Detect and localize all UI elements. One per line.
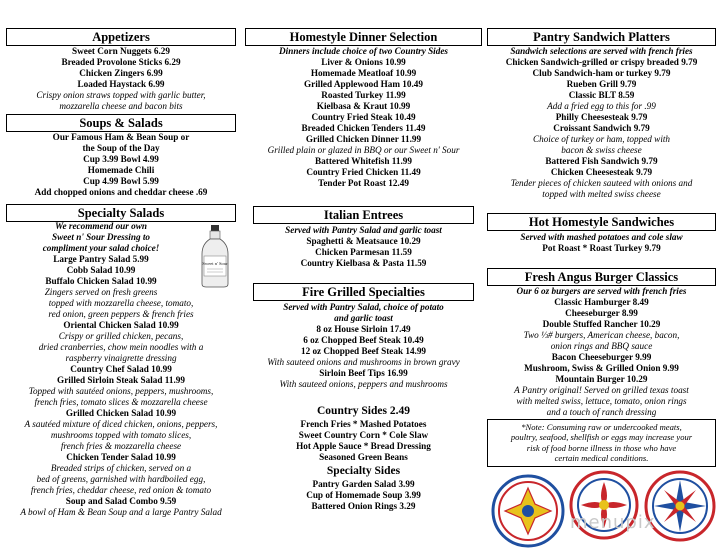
menu-line: Hot Apple Sauce * Bread Dressing — [296, 441, 431, 451]
menu-line: Served with Pantry Salad, choice of potato — [283, 302, 444, 312]
menu-line: Loaded Haystack 6.99 — [77, 79, 165, 89]
item-description: bed of greens, garnished with hardboiled egg, — [36, 474, 206, 484]
item-description: A sautéed mixture of diced chicken, onions, peppers, — [24, 419, 218, 429]
menu-line: Grilled Chicken Dinner 11.99 — [305, 134, 422, 144]
menu-line: Spaghetti & Meatsauce 10.29 — [306, 236, 421, 246]
menu-line: Oriental Chicken Salad 10.99 — [63, 320, 179, 330]
menu-line: Battered Onion Rings 3.29 — [311, 501, 416, 511]
menu-line: Country Fried Steak 10.49 — [311, 112, 416, 122]
menu-line: Chicken Cheesesteak 9.79 — [550, 167, 653, 177]
menu-line: Club Sandwich-ham or turkey 9.79 — [532, 68, 671, 78]
menu-line: Grilled Sirloin Steak Salad 11.99 — [57, 375, 185, 385]
dressing-bottle-icon — [198, 224, 232, 288]
appetizers-list — [6, 46, 236, 112]
menu-line: Classic Hamburger 8.49 — [554, 297, 649, 307]
item-description: Add a fried egg to this for .99 — [547, 101, 656, 111]
menu-line: Large Pantry Salad 5.99 — [53, 254, 149, 264]
country-sides-list — [245, 419, 482, 463]
country-sides-header: Country Sides 2.49 — [317, 405, 410, 417]
menu-line: Cheeseburger 8.99 — [565, 308, 638, 318]
menu-line: Chicken Parmesan 11.59 — [315, 247, 412, 257]
menu-line: Add chopped onions and cheddar cheese .69 — [34, 187, 208, 197]
burger-list — [487, 286, 716, 418]
burger-header: Fresh Angus Burger Classics — [487, 268, 716, 286]
menu-line: Sandwich selections are served with french fries — [510, 46, 693, 56]
notice-line: *Note: Consuming raw or undercooked meats, — [521, 422, 682, 432]
item-description: Breaded strips of chicken, served on a — [50, 463, 192, 473]
menu-line: Served with mashed potatoes and cole slaw — [520, 232, 683, 242]
menu-line: Country Kielbasa & Pasta 11.59 — [300, 258, 427, 268]
item-description: mushrooms topped with tomato slices, — [50, 430, 192, 440]
menu-line: 12 oz Chopped Beef Steak 14.99 — [300, 346, 427, 356]
watermark: menupix — [570, 512, 656, 533]
menu-line: Chicken Zingers 6.99 — [79, 68, 163, 78]
menu-line: Breaded Chicken Tenders 11.49 — [301, 123, 426, 133]
menu-line: Chicken Tender Salad 10.99 — [66, 452, 176, 462]
menu-line: Cup 3.99 Bowl 4.99 — [83, 154, 159, 164]
item-description: A Pantry original! Served on grilled texas toast — [514, 385, 689, 395]
menu-line: Chicken Sandwich-grilled or crispy breaded 9.79 — [505, 57, 698, 67]
menu-line: French Fries * Mashed Potatoes — [300, 419, 427, 429]
menu-line: Dinners include choice of two Country Sides — [279, 46, 448, 56]
item-description: Crispy or grilled chicken, pecans, — [58, 331, 184, 341]
menu-line: Grilled Applewood Ham 10.49 — [304, 79, 423, 89]
menu-line: We recommend our own — [55, 221, 147, 231]
menu-line: Grilled Chicken Salad 10.99 — [65, 408, 177, 418]
menu-line: Soup and Salad Combo 9.59 — [65, 496, 177, 506]
item-description: french fries & mozzarella cheese — [60, 441, 182, 451]
menu-line: Tender Pot Roast 12.49 — [318, 178, 409, 188]
menu-line: Country Fried Chicken 11.49 — [306, 167, 421, 177]
consumer-notice — [487, 419, 716, 467]
menu-line: Sweet n' Sour Dressing to — [51, 232, 151, 242]
menu-line: Our Famous Ham & Bean Soup or — [52, 132, 190, 142]
menu-line: and garlic toast — [334, 313, 393, 323]
item-description: mozzarella cheese and bacon bits — [59, 101, 183, 111]
menu-line: Sirloin Beef Tips 16.99 — [319, 368, 408, 378]
menu-line: Roasted Turkey 11.99 — [321, 90, 406, 100]
notice-line: poultry, seafood, shellfish or eggs may increase your — [510, 432, 693, 443]
menu-line: Philly Cheesesteak 9.79 — [555, 112, 648, 122]
menu-line: Battered Whitefish 11.99 — [315, 156, 412, 166]
menu-line: the Soup of the Day — [82, 143, 160, 153]
item-description: Grilled plain or glazed in BBQ or our Sweet n' Sour — [267, 145, 460, 155]
notice-line: certain medical conditions. — [554, 453, 649, 464]
item-description: A bowl of Ham & Bean Soup and a large Pantry Salad — [20, 507, 222, 517]
item-description: dried cranberries, chow mein noodles with a — [38, 342, 204, 352]
menu-line: Homemade Chili — [87, 165, 155, 175]
homestyle-header: Homestyle Dinner Selection — [245, 28, 482, 46]
item-description: red onion, green peppers & french fries — [48, 309, 194, 319]
pantry-list — [487, 46, 716, 200]
menu-line: Pantry Garden Salad 3.99 — [312, 479, 415, 489]
fire-header: Fire Grilled Specialties — [253, 283, 474, 301]
menu-line: Cup of Homemade Soup 3.99 — [306, 490, 421, 500]
homestyle-list — [245, 46, 482, 189]
menu-line: Buffalo Chicken Salad 10.99 — [45, 276, 157, 286]
hot-header: Hot Homestyle Sandwiches — [487, 213, 716, 231]
hex-sign-left-icon — [491, 474, 565, 548]
menu-line: Pot Roast * Roast Turkey 9.79 — [542, 243, 661, 253]
item-description: Tender pieces of chicken sauteed with onions and — [510, 178, 693, 188]
menu-line: Rueben Grill 9.79 — [566, 79, 637, 89]
menu-line: Classic BLT 8.59 — [568, 90, 635, 100]
item-description: Two ⅓# burgers, American cheese, bacon, — [523, 330, 680, 340]
soups-header: Soups & Salads — [6, 114, 236, 132]
menu-line: Kielbasa & Kraut 10.99 — [316, 101, 411, 111]
pantry-header: Pantry Sandwich Platters — [487, 28, 716, 46]
menu-line: Cup 4.99 Bowl 5.99 — [83, 176, 159, 186]
menu-line: Mountain Burger 10.29 — [555, 374, 648, 384]
italian-list — [245, 225, 482, 269]
menu-line: Sweet Corn Nuggets 6.29 — [72, 46, 170, 56]
bottle-label: Sweet n' Sour — [202, 261, 228, 266]
item-description: bacon & swiss cheese — [561, 145, 642, 155]
item-description: Zingers served on fresh greens — [44, 287, 158, 297]
menu-line: Bacon Cheeseburger 9.99 — [551, 352, 652, 362]
fire-list — [245, 302, 482, 390]
menu-line: Cobb Salad 10.99 — [66, 265, 136, 275]
menu-line: Croissant Sandwich 9.79 — [553, 123, 650, 133]
item-description: raspberry vinaigrette dressing — [65, 353, 177, 363]
menu-line: Homemade Meatloaf 10.99 — [310, 68, 417, 78]
menu-line: Sweet Country Corn * Cole Slaw — [298, 430, 429, 440]
menu-line: Country Chef Salad 10.99 — [70, 364, 172, 374]
menu-line: Breaded Provolone Sticks 6.29 — [61, 57, 181, 67]
hot-list — [487, 232, 716, 254]
specialty-sides-list — [245, 479, 482, 512]
specialty-intro — [16, 221, 186, 298]
item-description: onion rings and BBQ sauce — [550, 341, 653, 351]
specialty-list — [6, 298, 236, 518]
menu-line: Served with Pantry Salad and garlic toast — [285, 225, 442, 235]
specialty-header: Specialty Salads — [6, 204, 236, 222]
item-description: with melted swiss, lettuce, tomato, onion rings — [516, 396, 687, 406]
item-description: french fries, cheddar cheese, red onion & tomato — [30, 485, 212, 495]
item-description: and a touch of ranch dressing — [546, 407, 657, 417]
appetizers-header: Appetizers — [6, 28, 236, 46]
menu-line: compliment your salad choice! — [42, 243, 160, 253]
item-description: Choice of turkey or ham, topped with — [532, 134, 671, 144]
item-description: topped with mozzarella cheese, tomato, — [48, 298, 194, 308]
menu-line: Seasoned Green Beans — [319, 452, 408, 462]
menu-line: Liver & Onions 10.99 — [321, 57, 406, 67]
item-description: topped with melted swiss cheese — [542, 189, 661, 199]
item-description: Topped with sautéed onions, peppers, mushrooms, — [28, 386, 214, 396]
menu-line: 6 oz Chopped Beef Steak 10.49 — [303, 335, 424, 345]
notice-line: risk of food borne illness in those who have — [526, 442, 677, 453]
item-description: With sauteed onions, peppers and mushrooms — [279, 379, 448, 389]
soups-list — [6, 132, 236, 198]
item-description: With sauteed onions and mushrooms in brown gravy — [267, 357, 460, 367]
menu-line: Mushroom, Swiss & Grilled Onion 9.99 — [524, 363, 679, 373]
item-description: french fries, tomato slices & mozzarella cheese — [34, 397, 208, 407]
menu-line: Double Stuffed Rancher 10.29 — [542, 319, 661, 329]
specialty-sides-header: Specialty Sides — [326, 465, 401, 477]
menu-line: 8 oz House Sirloin 17.49 — [316, 324, 411, 334]
italian-header: Italian Entrees — [253, 206, 474, 224]
menu-line: Battered Fish Sandwich 9.79 — [545, 156, 658, 166]
menu-line: Our 6 oz burgers are served with french fries — [516, 286, 687, 296]
item-description: Crispy onion straws topped with garlic butter, — [36, 90, 206, 100]
